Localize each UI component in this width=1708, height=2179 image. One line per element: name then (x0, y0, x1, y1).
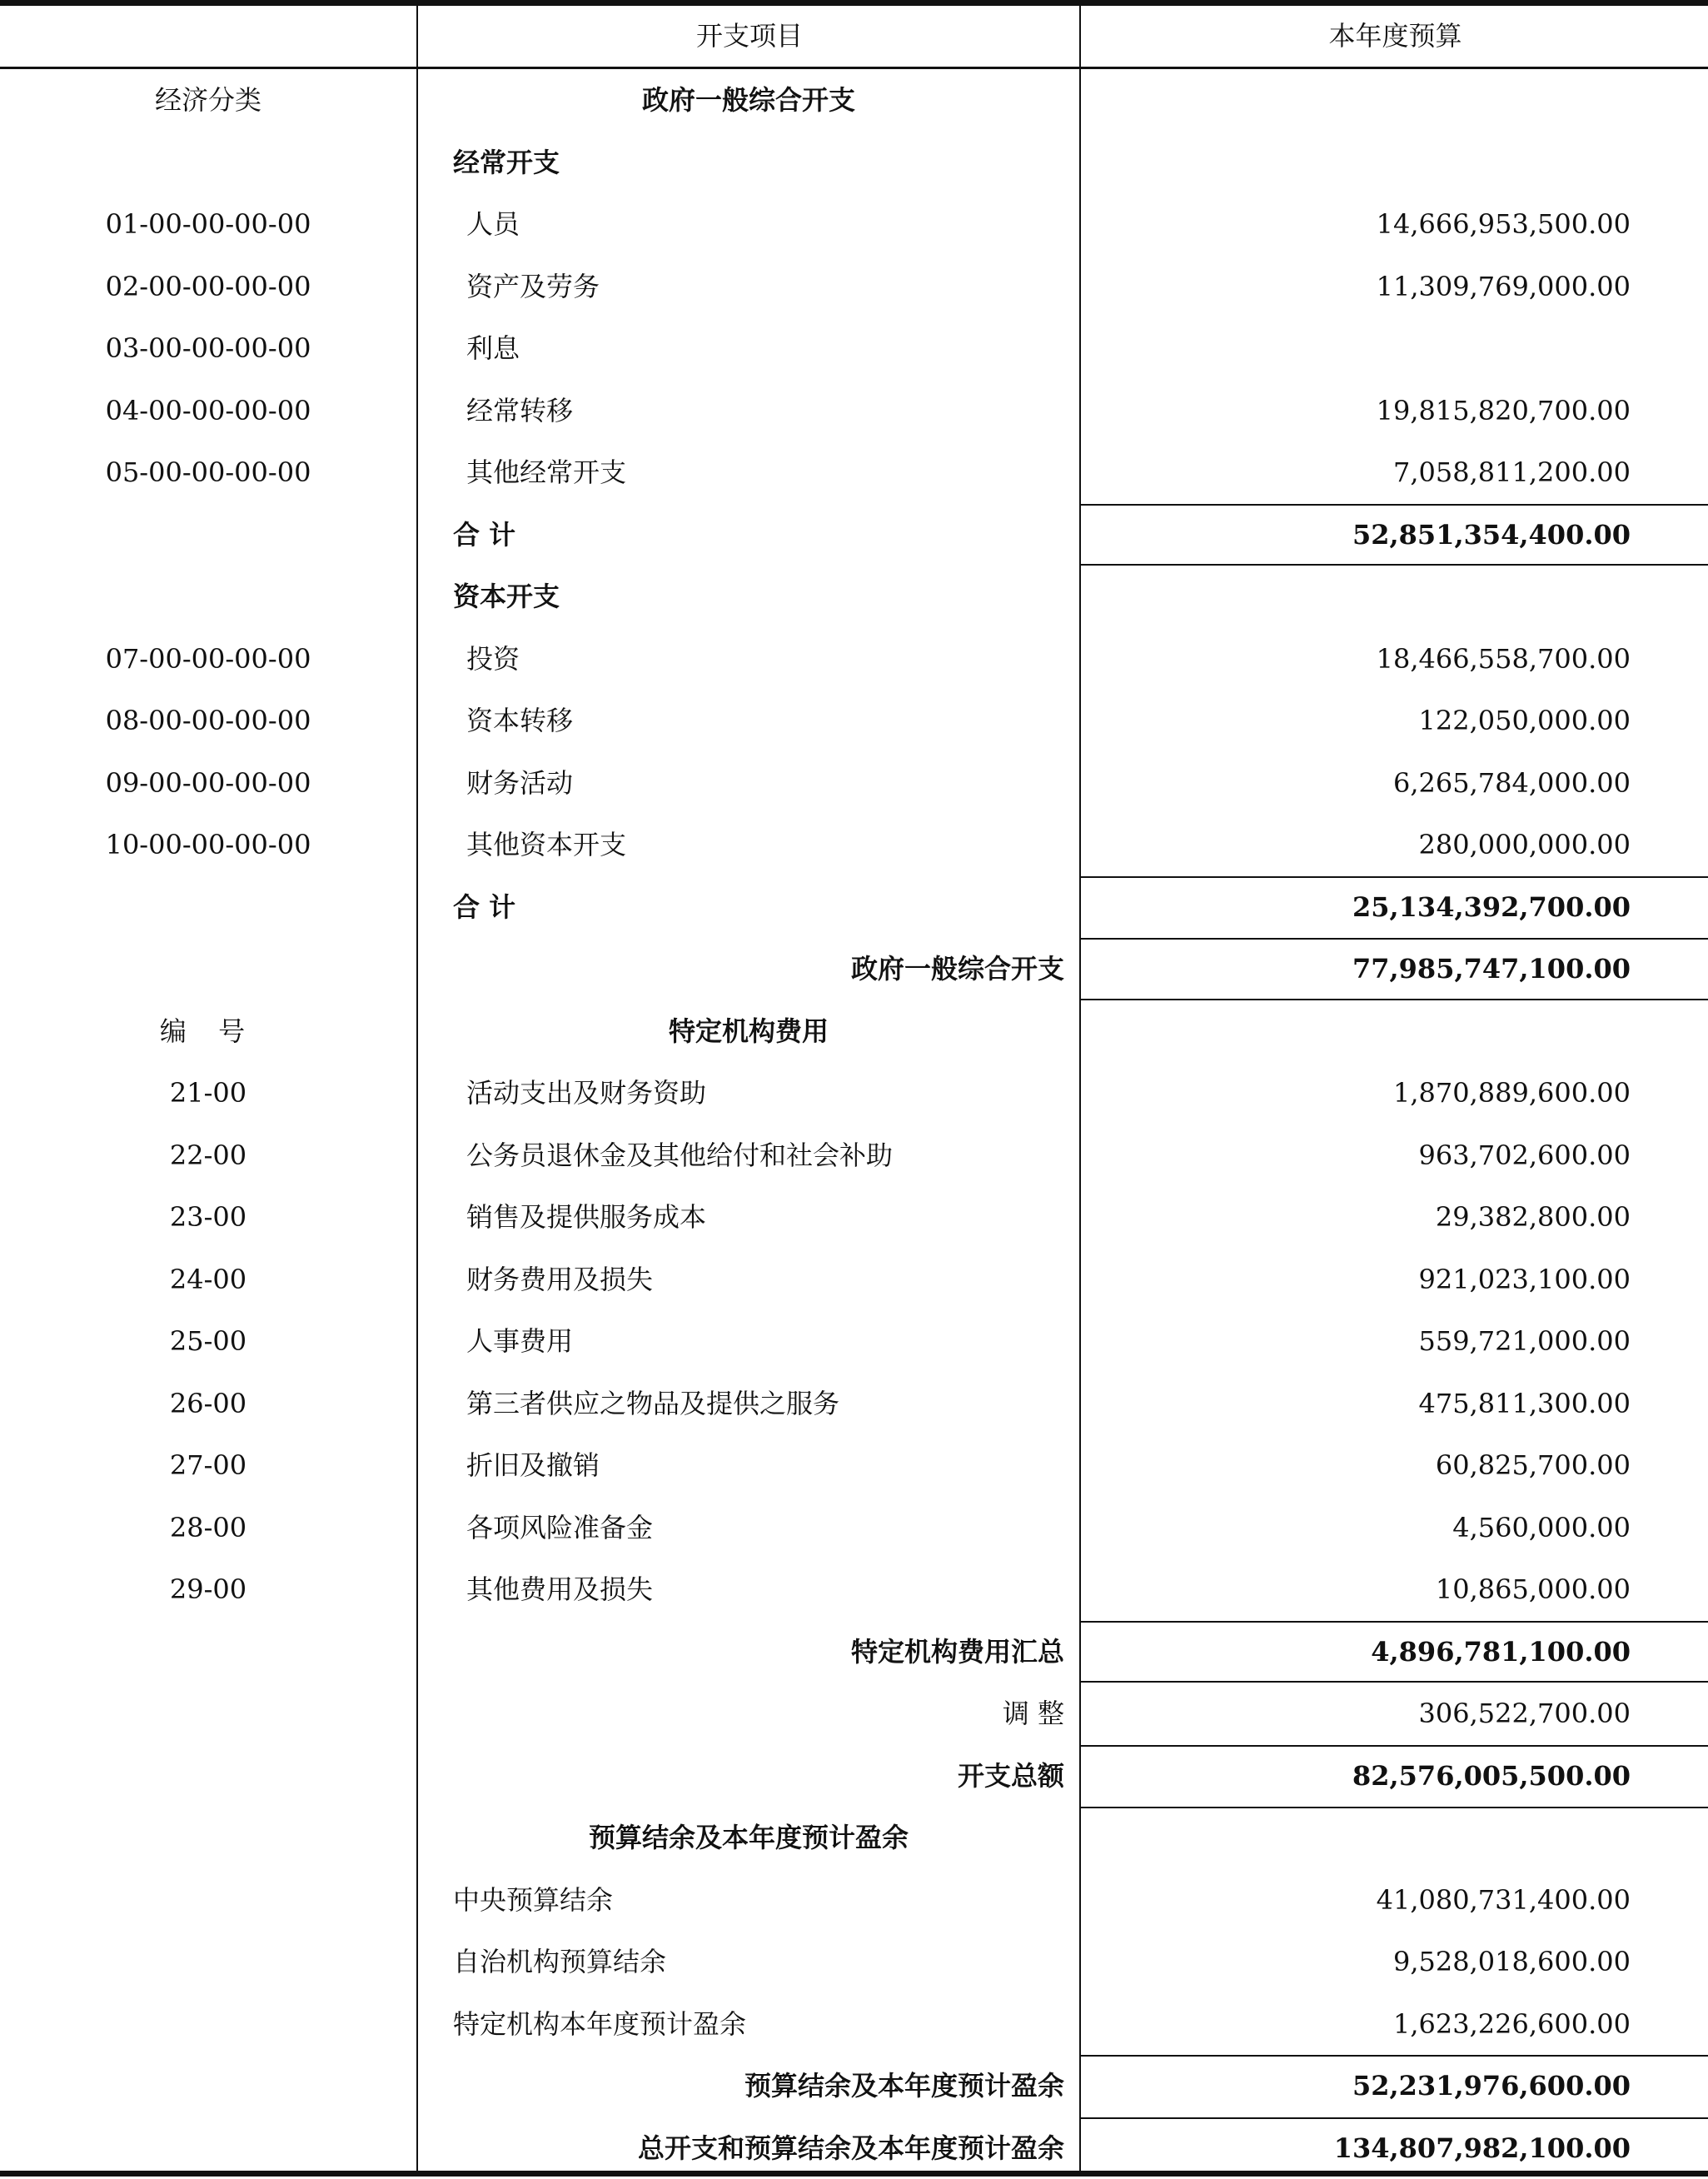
expense-item: 其他资本开支 (433, 814, 1064, 876)
table-row (0, 1124, 1708, 1187)
table-row (0, 1062, 1708, 1124)
expense-item: 资本转移 (433, 690, 1064, 752)
expense-item: 特定机构本年度预计盈余 (433, 1993, 1084, 2056)
budget-amount: 122,050,000.00 (1081, 690, 1631, 752)
expense-item: 折旧及撤销 (433, 1434, 1064, 1497)
table-row (0, 1807, 1708, 1869)
table-row (0, 814, 1708, 876)
table-top-rule (0, 0, 1708, 6)
header-item-label: 开支项目 (418, 6, 1081, 67)
budget-amount: 280,000,000.00 (1081, 814, 1631, 876)
economic-code: 23-00 (0, 1186, 416, 1249)
table-row (0, 1310, 1708, 1373)
budget-amount: 82,576,005,500.00 (1081, 1745, 1631, 1808)
budget-amount: 18,466,558,700.00 (1081, 628, 1631, 691)
expense-item: 销售及提供服务成本 (433, 1186, 1064, 1249)
expense-item: 资产及劳务 (433, 256, 1064, 318)
table-row (0, 2055, 1708, 2117)
header-amount-label: 本年度预算 (1083, 6, 1708, 67)
table-row (0, 1000, 1708, 1063)
budget-amount: 7,058,811,200.00 (1081, 441, 1631, 504)
economic-code: 29-00 (0, 1558, 416, 1621)
expense-item: 其他费用及损失 (433, 1558, 1064, 1621)
table-row (0, 1558, 1708, 1621)
table-row (0, 1931, 1708, 1993)
economic-code: 01-00-00-00-00 (0, 193, 416, 256)
table-row (0, 1621, 1708, 1683)
economic-code: 03-00-00-00-00 (0, 317, 416, 380)
expense-item: 人员 (433, 193, 1064, 256)
economic-code: 05-00-00-00-00 (0, 441, 416, 504)
table-row (0, 69, 1708, 132)
table-row (0, 132, 1708, 194)
budget-amount: 19,815,820,700.00 (1081, 380, 1631, 442)
expense-item: 财务费用及损失 (433, 1249, 1064, 1311)
expense-item: 合 计 (433, 504, 1084, 566)
expense-item: 政府一般综合开支 (433, 938, 1064, 1000)
expense-item: 第三者供应之物品及提供之服务 (433, 1373, 1064, 1435)
table-row (0, 1434, 1708, 1497)
table-row (0, 441, 1708, 504)
expense-item: 预算结余及本年度预计盈余 (433, 1807, 1064, 1869)
table-row (0, 1497, 1708, 1559)
expense-item: 中央预算结余 (433, 1869, 1084, 1932)
economic-code: 04-00-00-00-00 (0, 380, 416, 442)
economic-code: 经济分类 (0, 69, 416, 132)
header-code-cell (0, 6, 416, 67)
expense-item: 特定机构费用 (433, 1000, 1064, 1063)
table-row (0, 1249, 1708, 1311)
table-row (0, 1373, 1708, 1435)
budget-amount: 1,623,226,600.00 (1081, 1993, 1631, 2056)
table-body (0, 69, 1708, 2179)
budget-amount: 60,825,700.00 (1081, 1434, 1631, 1497)
table-row (0, 690, 1708, 752)
expense-item: 合 计 (433, 876, 1084, 939)
expense-item: 投资 (433, 628, 1064, 691)
budget-amount: 52,231,976,600.00 (1081, 2055, 1631, 2117)
budget-amount: 6,265,784,000.00 (1081, 752, 1631, 815)
table-row (0, 1745, 1708, 1808)
economic-code: 02-00-00-00-00 (0, 256, 416, 318)
table-row (0, 566, 1708, 628)
expense-item: 特定机构费用汇总 (433, 1621, 1064, 1683)
table-row (0, 628, 1708, 691)
table-row (0, 938, 1708, 1000)
economic-code: 07-00-00-00-00 (0, 628, 416, 691)
expense-item: 预算结余及本年度预计盈余 (433, 2055, 1064, 2117)
budget-amount: 559,721,000.00 (1081, 1310, 1631, 1373)
table-row (0, 1186, 1708, 1249)
economic-code: 26-00 (0, 1373, 416, 1435)
table-row (0, 504, 1708, 566)
expense-item: 经常转移 (433, 380, 1064, 442)
expense-item: 调 整 (433, 1683, 1064, 1745)
expense-item: 自治机构预算结余 (433, 1931, 1084, 1993)
economic-code: 21-00 (0, 1062, 416, 1124)
economic-code: 编 号 (0, 1000, 416, 1063)
expense-item: 人事费用 (433, 1310, 1064, 1373)
table-row (0, 380, 1708, 442)
budget-amount: 77,985,747,100.00 (1081, 938, 1631, 1000)
budget-amount: 4,560,000.00 (1081, 1497, 1631, 1559)
table-row (0, 256, 1708, 318)
table-row (0, 2117, 1708, 2179)
table-bottom-rule (0, 2171, 1708, 2177)
expense-item: 各项风险准备金 (433, 1497, 1064, 1559)
expense-item: 资本开支 (433, 566, 1084, 628)
table-row (0, 876, 1708, 939)
economic-code: 08-00-00-00-00 (0, 690, 416, 752)
economic-code: 09-00-00-00-00 (0, 752, 416, 815)
economic-code: 27-00 (0, 1434, 416, 1497)
expense-item: 政府一般综合开支 (433, 69, 1064, 132)
expense-item: 活动支出及财务资助 (433, 1062, 1064, 1124)
expense-item: 利息 (433, 317, 1064, 380)
expense-item: 总开支和预算结余及本年度预计盈余 (433, 2117, 1064, 2179)
economic-code: 28-00 (0, 1497, 416, 1559)
budget-amount: 4,896,781,100.00 (1081, 1621, 1631, 1683)
economic-code: 22-00 (0, 1124, 416, 1187)
expense-item: 其他经常开支 (433, 441, 1064, 504)
budget-amount: 921,023,100.00 (1081, 1249, 1631, 1311)
budget-amount: 29,382,800.00 (1081, 1186, 1631, 1249)
budget-amount: 306,522,700.00 (1081, 1683, 1631, 1745)
budget-amount: 10,865,000.00 (1081, 1558, 1631, 1621)
table-row (0, 1683, 1708, 1745)
budget-amount: 25,134,392,700.00 (1081, 876, 1631, 939)
economic-code: 24-00 (0, 1249, 416, 1311)
budget-amount: 134,807,982,100.00 (1081, 2117, 1631, 2179)
table-row (0, 193, 1708, 256)
table-row (0, 1869, 1708, 1932)
economic-code: 25-00 (0, 1310, 416, 1373)
expense-item: 经常开支 (433, 132, 1084, 194)
budget-amount: 41,080,731,400.00 (1081, 1869, 1631, 1932)
economic-code: 10-00-00-00-00 (0, 814, 416, 876)
budget-amount: 1,870,889,600.00 (1081, 1062, 1631, 1124)
budget-amount: 475,811,300.00 (1081, 1373, 1631, 1435)
expense-item: 公务员退休金及其他给付和社会补助 (433, 1124, 1064, 1187)
table-row (0, 1993, 1708, 2056)
expense-item: 开支总额 (433, 1745, 1064, 1808)
budget-amount: 963,702,600.00 (1081, 1124, 1631, 1187)
budget-amount: 11,309,769,000.00 (1081, 256, 1631, 318)
table-row (0, 317, 1708, 380)
budget-amount: 52,851,354,400.00 (1081, 504, 1631, 566)
budget-amount: 9,528,018,600.00 (1081, 1931, 1631, 1993)
budget-amount: 14,666,953,500.00 (1081, 193, 1631, 256)
expense-item: 财务活动 (433, 752, 1064, 815)
table-row (0, 752, 1708, 815)
